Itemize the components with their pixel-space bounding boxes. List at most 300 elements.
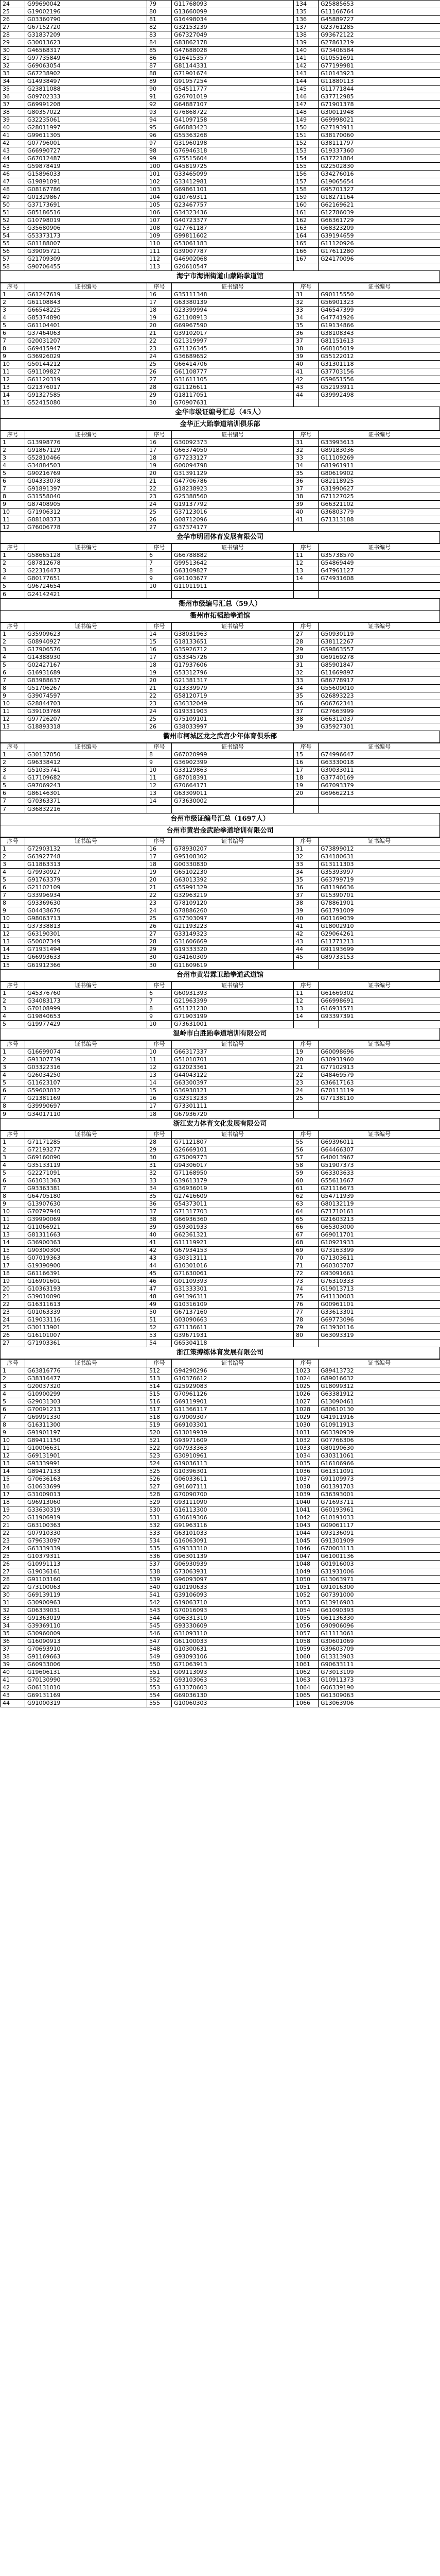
cert-cell: G74931608 [319,575,440,583]
table-row [1,353,440,361]
seq-cell: 15 [1,1247,25,1255]
seq-cell: 5 [1,322,25,330]
seq-cell: 520 [147,1429,172,1437]
seq-cell: 15 [147,638,172,646]
cert-cell: G67152720 [25,24,147,31]
cert-cell: G71901674 [172,70,294,78]
seq-cell: 11 [1,708,25,716]
seq-cell: 555 [147,1700,172,1707]
seq-cell: 27 [1,1568,25,1576]
cert-cell: G51121230 [172,1005,294,1013]
cert-cell: G19002196 [25,8,147,16]
cert-cell: G70016093 [172,1607,294,1615]
table-row [1,1193,440,1200]
seq-cell: 14 [294,1013,319,1021]
seq-cell: 5 [1,782,25,790]
seq-cell: 73 [294,1278,319,1285]
seq-cell: 145 [294,86,319,93]
table-row [1,575,440,583]
cert-cell: G36803779 [319,509,440,516]
seq-cell: 161 [294,209,319,217]
seq-cell: 95 [147,124,172,132]
cert-cell: G00094798 [172,462,294,470]
table-row [1,900,440,907]
seq-cell: 8 [1,1193,25,1200]
table-row [1,1429,440,1437]
cert-cell: G39613179 [172,1177,294,1185]
seq-cell: 4 [1,654,25,662]
seq-cell: 1066 [294,1700,319,1707]
seq-cell: 36 [294,700,319,708]
seq-cell: 167 [294,256,319,263]
seq-header: 序号 [1,283,25,291]
cert-cell: G27416609 [172,1193,294,1200]
seq-cell: 9 [147,759,172,767]
cert-cell: G90300300 [25,1247,147,1255]
table-row [1,314,440,322]
cert-cell: G61669302 [319,990,440,997]
cert-cell: G31558040 [25,493,147,501]
cert-cell: G07019363 [25,1255,147,1262]
seq-cell: 35 [294,322,319,330]
seq-cell: 18 [1,1270,25,1278]
cert-header: 证书编号 [319,1041,440,1048]
table-row [1,1224,440,1231]
cert-cell: G34083173 [25,997,147,1005]
cert-cell: G93363381 [25,1185,147,1193]
table-row [1,1452,440,1460]
seq-cell: 11 [147,1056,172,1064]
seq-cell: 13 [1,1231,25,1239]
cert-cell: G61309063 [319,1692,440,1700]
table-row [1,1537,440,1545]
cert-cell: G37338813 [25,923,147,930]
seq-cell: 17 [147,654,172,662]
seq-cell: 54 [147,1340,172,1347]
seq-cell: 530 [147,1506,172,1514]
seq-cell: 42 [294,930,319,938]
cert-cell: G22316473 [25,567,147,575]
seq-cell: 23 [147,345,172,353]
seq-cell: 528 [147,1491,172,1499]
table-row [1,493,440,501]
seq-cell: 20 [294,1056,319,1064]
seq-cell: 12 [1,716,25,723]
seq-cell: 7 [1,1095,25,1103]
header-row [1,1131,440,1139]
table-row [1,1170,440,1177]
seq-cell: 27 [147,376,172,384]
seq-cell: 52 [147,1324,172,1332]
cert-cell: G55991329 [172,884,294,892]
seq-cell: 4 [1,1072,25,1079]
seq-cell: 1058 [294,1638,319,1646]
seq-cell: 24 [147,708,172,716]
cert-cell: G70664171 [172,782,294,790]
table-row [1,923,440,930]
cert-cell: G19134866 [319,322,440,330]
seq-cell: 1027 [294,1398,319,1406]
cert-cell [319,962,440,970]
cert-cell: G70961126 [172,1391,294,1398]
cert-cell: G66993633 [25,954,147,961]
cert-cell: G33465099 [172,171,294,178]
table-row [1,591,440,599]
cert-cell: G27193911 [319,124,440,132]
certificate-table [0,1130,440,1347]
table-row [1,560,440,567]
seq-cell: 162 [294,217,319,225]
cert-cell: G61090393 [319,1607,440,1615]
seq-cell: 18 [147,454,172,462]
cert-cell: G99513642 [172,560,294,567]
seq-cell [294,1021,319,1028]
table-row [1,1239,440,1247]
seq-cell: 70 [294,1255,319,1262]
cert-cell: G69119901 [172,1398,294,1406]
cert-cell: G74996647 [319,751,440,759]
cert-cell: G93093106 [172,1653,294,1661]
seq-cell: 8 [1,900,25,907]
cert-cell: G59651556 [319,376,440,384]
seq-cell: 100 [147,163,172,171]
seq-cell: 29 [1,39,25,47]
seq-cell: 84 [147,39,172,47]
seq-cell: 12 [294,997,319,1005]
cert-cell: G33996934 [25,892,147,900]
table-row [1,124,440,132]
cert-cell: G99690042 [25,1,147,8]
cert-cell: G60303707 [319,1262,440,1270]
cert-cell: G94306017 [172,1162,294,1170]
cert-cell: G39103769 [25,708,147,716]
cert-cell: G63816776 [25,1367,147,1375]
table-row [1,307,440,314]
cert-cell: G15896033 [25,171,147,178]
cert-cell: G07796001 [25,140,147,147]
cert-header: 证书编号 [319,982,440,990]
seq-cell: 160 [294,201,319,209]
seq-cell: 135 [294,8,319,16]
seq-cell: 38 [1,1653,25,1661]
cert-cell: G96338412 [25,759,147,767]
cert-cell: G22502830 [319,163,440,171]
seq-cell: 1029 [294,1414,319,1421]
table-row [1,1316,440,1324]
seq-cell: 19 [294,782,319,790]
seq-cell: 154 [294,155,319,163]
seq-cell: 10 [147,1048,172,1056]
seq-cell: 104 [147,194,172,201]
seq-cell: 8 [1,1103,25,1110]
seq-cell: 7 [147,997,172,1005]
cert-cell: G04333078 [25,478,147,485]
seq-cell: 14 [1,946,25,954]
cert-cell [172,806,294,814]
seq-cell: 1041 [294,1506,319,1514]
seq-cell: 5 [1,1170,25,1177]
section-title: 台州市级证编号汇总（1697人） [0,814,440,825]
certificate-table [0,981,440,1028]
cert-cell: G99611305 [25,132,147,140]
seq-cell: 40 [294,915,319,923]
table-row [1,774,440,782]
cert-cell: G01063339 [25,1309,147,1316]
cert-cell: G89411150 [25,1437,147,1445]
seq-cell: 141 [294,55,319,62]
seq-cell: 142 [294,62,319,70]
cert-cell: G38112267 [319,638,440,646]
section-title: 台州市黄岩霖卫跆拳道武道馆 [0,970,440,981]
seq-cell: 42 [1,1684,25,1692]
cert-cell: G93369630 [25,900,147,907]
seq-cell: 136 [294,16,319,24]
certificate-table [0,1359,440,1707]
cert-cell: G66883423 [172,124,294,132]
seq-cell: 11 [1,368,25,376]
cert-cell: G71313188 [319,516,440,524]
seq-cell: 2 [1,759,25,767]
cert-cell: G91901197 [25,1429,147,1437]
seq-cell: 46 [147,1278,172,1285]
seq-cell: 3 [1,1154,25,1162]
seq-cell: 21 [147,478,172,485]
seq-cell: 12 [1,1224,25,1231]
cert-cell: G56901323 [319,299,440,307]
cert-cell: G11669897 [319,669,440,677]
cert-cell: G21709309 [25,256,147,263]
cert-cell: G66317337 [172,1048,294,1056]
cert-cell: G13111303 [319,861,440,869]
cert-cell: G80610130 [319,1406,440,1414]
seq-cell: 33 [1,70,25,78]
table-row [1,685,440,692]
cert-cell: G65304118 [172,1340,294,1347]
seq-cell: 8 [1,685,25,692]
cert-cell: G16931571 [319,1005,440,1013]
seq-cell: 3 [1,1005,25,1013]
table-row [1,1262,440,1270]
table-row [1,631,440,638]
cert-cell: G52193911 [319,384,440,392]
cert-cell: G11166764 [319,8,440,16]
cert-cell: G01109393 [172,1278,294,1285]
cert-cell: G03322316 [25,1064,147,1072]
table-row [1,1005,440,1013]
seq-cell: 81 [147,16,172,24]
table-row [1,677,440,685]
table-row [1,186,440,194]
cert-cell: G66361729 [319,217,440,225]
cert-cell: G24170096 [319,256,440,263]
table-row [1,439,440,447]
seq-cell: 6 [1,591,25,599]
seq-cell: 26 [147,368,172,376]
table-row [1,1367,440,1375]
cert-cell: G53345726 [172,654,294,662]
cert-cell: G26034250 [25,1072,147,1079]
seq-cell: 35 [294,470,319,478]
seq-header: 序号 [1,982,25,990]
cert-cell: G66936360 [172,1216,294,1224]
cert-cell: G16063091 [172,1537,294,1545]
seq-cell: 542 [147,1599,172,1607]
cert-cell: G46568317 [25,47,147,55]
cert-header: 证书编号 [172,743,294,751]
seq-cell: 29 [294,646,319,654]
cert-cell: G77102913 [319,1064,440,1072]
cert-cell: G39333310 [172,1545,294,1553]
seq-cell: 58 [294,1162,319,1170]
table-row [1,163,440,171]
cert-cell: G02427167 [25,662,147,669]
table-row [1,299,440,307]
cert-cell: G94290296 [172,1367,294,1375]
seq-cell: 22 [147,692,172,700]
table-row [1,322,440,330]
cert-cell: G10363193 [25,1285,147,1293]
seq-cell: 16 [147,291,172,299]
table-row [1,232,440,240]
seq-cell: 22 [294,1072,319,1079]
cert-cell: G06339031 [25,1607,147,1615]
seq-cell: 527 [147,1483,172,1491]
cert-cell: G61108843 [25,299,147,307]
cert-cell: G79009307 [172,1414,294,1421]
section-title: 金华市明团体育发展有限公司 [0,532,440,544]
table-row [1,86,440,93]
cert-cell: G76868722 [172,109,294,116]
cert-cell: G21381169 [25,1095,147,1103]
table-row [1,1445,440,1452]
seq-cell: 34 [294,685,319,692]
cert-cell: G10060303 [172,1700,294,1707]
cert-cell: G71168950 [172,1170,294,1177]
seq-cell: 83 [147,31,172,39]
seq-cell: 103 [147,186,172,194]
cert-cell: G10300631 [172,1646,294,1653]
cert-cell: G31611105 [172,376,294,384]
cert-cell: G66998691 [319,997,440,1005]
seq-cell: 26 [147,723,172,731]
seq-cell: 65 [294,1216,319,1224]
cert-cell: G73013109 [319,1669,440,1676]
seq-cell: 42 [147,1247,172,1255]
cert-cell: G13660099 [172,8,294,16]
cert-cell: G38170060 [319,132,440,140]
cert-cell [319,1021,440,1028]
table-row [1,384,440,392]
seq-cell: 44 [1,155,25,163]
table-row [1,1095,440,1103]
cert-cell: G06930939 [172,1561,294,1568]
seq-cell [294,962,319,970]
cert-cell: G10191033 [319,1514,440,1522]
table-row [1,1309,440,1316]
seq-cell: 26 [1,1332,25,1340]
cert-cell: G90115550 [319,291,440,299]
table-row [1,524,440,532]
table-row [1,24,440,31]
seq-cell: 53 [1,225,25,232]
seq-cell: 25 [147,716,172,723]
cert-cell: G61311091 [319,1468,440,1476]
seq-cell: 25 [294,1095,319,1103]
cert-cell: G63309011 [172,790,294,798]
table-row [1,1177,440,1185]
seq-cell: 25 [147,509,172,516]
cert-cell: G67093379 [319,782,440,790]
header-row [1,623,440,631]
seq-cell: 516 [147,1398,172,1406]
cert-cell: G13907630 [25,1200,147,1208]
cert-cell: G29031303 [25,1398,147,1406]
seq-cell: 36 [147,1200,172,1208]
cert-cell: G91891397 [25,485,147,493]
seq-cell: 164 [294,232,319,240]
seq-cell: 1053 [294,1599,319,1607]
cert-cell: G21108913 [172,314,294,322]
cert-cell: G10551691 [319,55,440,62]
cert-cell: G07766306 [319,1437,440,1445]
table-row [1,997,440,1005]
cert-cell: G96724654 [25,583,147,590]
seq-cell: 165 [294,240,319,248]
seq-cell: 14 [147,798,172,805]
section-title: 海宁市海洲街道山蒙跆拳道馆 [0,271,440,283]
cert-cell: G58120719 [172,692,294,700]
cert-cell: G01329867 [25,194,147,201]
seq-cell: 159 [294,194,319,201]
table-row [1,1615,440,1622]
seq-cell: 46 [1,171,25,178]
seq-cell: 44 [147,1262,172,1270]
seq-cell: 12 [294,560,319,567]
table-row [1,1530,440,1537]
cert-cell: G31391129 [172,470,294,478]
seq-cell: 57 [1,256,25,263]
table-row [1,16,440,24]
seq-cell: 36 [1,1638,25,1646]
table-row [1,1391,440,1398]
cert-cell: G34160309 [172,954,294,961]
seq-cell: 79 [147,1,172,8]
seq-cell: 28 [1,1576,25,1584]
seq-cell: 34 [294,314,319,322]
cert-header: 证书编号 [319,431,440,439]
cert-cell: G39990697 [25,1103,147,1110]
table-row [1,1013,440,1021]
cert-cell: G39106093 [172,1591,294,1599]
seq-cell: 15 [1,954,25,961]
table-row [1,1247,440,1255]
cert-cell: G39095721 [25,248,147,256]
cert-cell: G96093097 [172,1576,294,1584]
cert-cell: G07391000 [319,1591,440,1599]
seq-cell: 24 [147,353,172,361]
seq-cell: 57 [294,1154,319,1162]
cert-cell: G26701019 [172,93,294,101]
cert-header: 证书编号 [25,1131,147,1139]
cert-cell: G50930119 [319,631,440,638]
seq-cell: 5 [1,1021,25,1028]
cert-cell: G69998021 [319,116,440,124]
seq-cell: 4 [1,314,25,322]
cert-header: 证书编号 [172,1131,294,1139]
seq-cell: 22 [147,337,172,345]
seq-cell: 39 [294,501,319,509]
cert-cell: G80190630 [319,1445,440,1452]
